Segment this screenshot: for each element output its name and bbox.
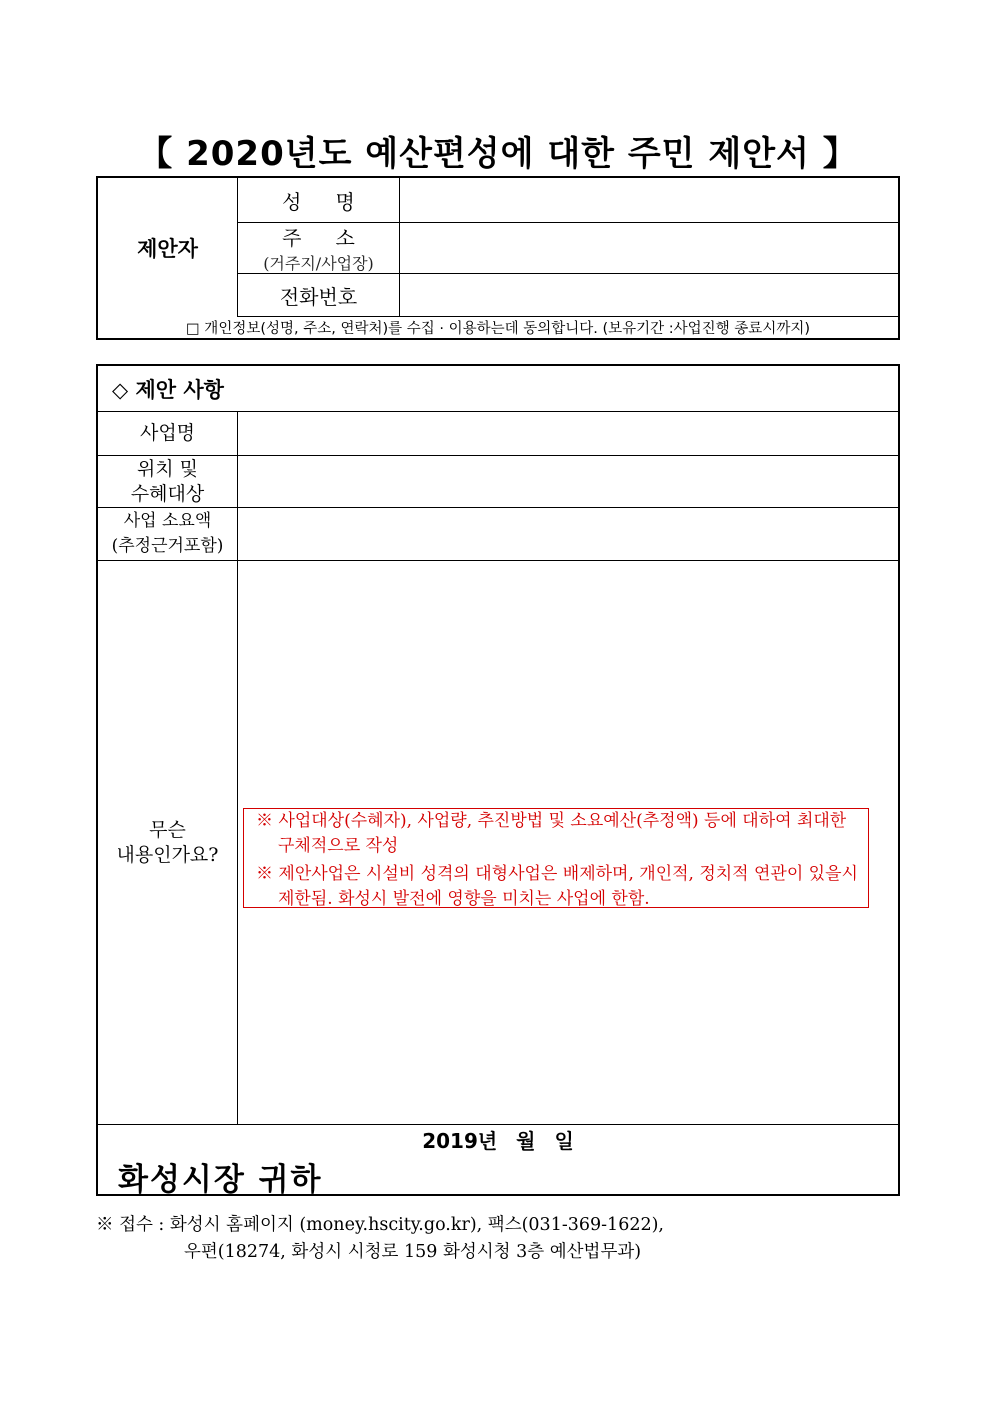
address-label: 주소 (거주지/사업장) bbox=[238, 223, 400, 274]
page-title: 【 2020년도 예산편성에 대한 주민 제안서 】 bbox=[138, 134, 858, 174]
guideline-note-2: ※ 제안사업은 시설비 성격의 대형사업은 배제하며, 개인적, 정치적 연관이 있을시 제한됨. 화성시 발전에 영향을 미치는 사업에 한함. bbox=[256, 864, 858, 909]
phone-field[interactable] bbox=[400, 274, 898, 317]
address-sublabel: (거주지/사업장) bbox=[263, 254, 374, 273]
location-field[interactable] bbox=[238, 456, 898, 508]
recipient: 화성시장 귀하 bbox=[118, 1162, 323, 1198]
name-label: 성명 bbox=[238, 178, 400, 223]
proposer-label: 제안자 bbox=[98, 178, 238, 317]
location-label: 위치 및 수혜대상 bbox=[98, 456, 238, 508]
privacy-consent-checkbox[interactable]: □ 개인정보(성명, 주소, 연락처)를 수집 · 이용하는데 동의합니다. (보유기간 :사업진행 종료시까지) bbox=[186, 321, 810, 337]
date-line: 2019년 월 일 bbox=[422, 1129, 574, 1153]
phone-label: 전화번호 bbox=[238, 274, 400, 317]
proposal-table bbox=[96, 364, 900, 1196]
content-label: 무슨 내용인가요? bbox=[98, 561, 238, 1125]
guideline-note-1: ※ 사업대상(수혜자), 사업량, 추진방법 및 소요예산(추정액) 등에 대하여 최대한 구체적으로 작성 bbox=[256, 811, 847, 856]
submission-line-2: 우편(18274, 화성시 시청로 159 화성시청 3층 예산법무과) bbox=[184, 1242, 642, 1262]
guideline-note bbox=[243, 808, 869, 908]
cost-field[interactable] bbox=[238, 508, 898, 561]
name-field[interactable] bbox=[400, 178, 898, 223]
address-field[interactable] bbox=[400, 223, 898, 274]
proposer-table bbox=[96, 176, 900, 340]
section-title: ◇ 제안 사항 bbox=[98, 366, 898, 412]
submission-line-1: ※ 접수 : 화성시 홈페이지 (money.hscity.go.kr), 팩스(031-369-1622), bbox=[96, 1215, 664, 1235]
cost-label: 사업 소요액 (추정근거포함) bbox=[98, 508, 238, 561]
project-name-label: 사업명 bbox=[98, 412, 238, 456]
project-name-field[interactable] bbox=[238, 412, 898, 456]
submission-info bbox=[96, 1212, 664, 1266]
